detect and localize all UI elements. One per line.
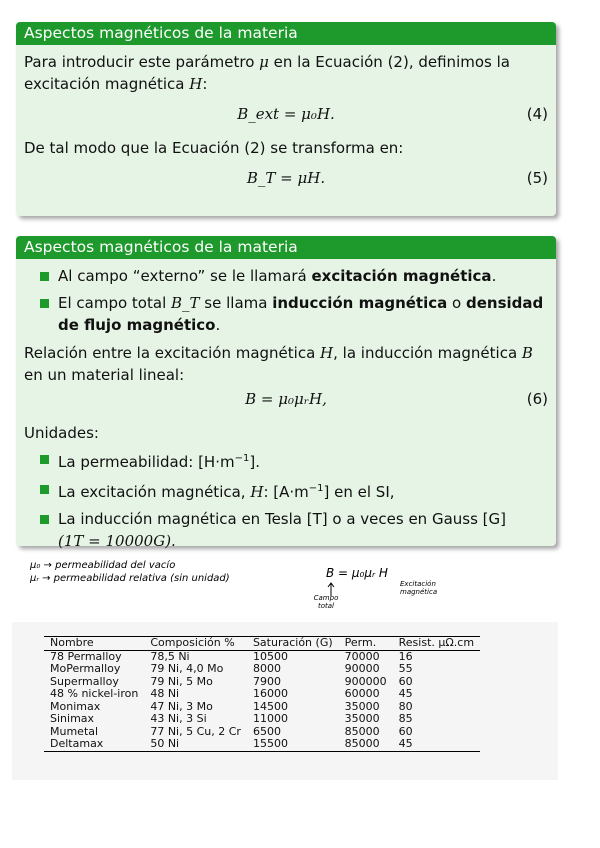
equation-5-math: B_T = μH.: [246, 169, 326, 187]
table-cell: 6500: [252, 724, 281, 738]
block-1-body: [16, 45, 556, 209]
table-cell: 900000: [344, 674, 387, 688]
superscript: −1: [308, 483, 324, 494]
table-cell: 43 Ni, 3 Si: [150, 712, 207, 725]
header-cell: Nombre: [50, 636, 94, 649]
block-2-body: [16, 259, 556, 566]
table-cell: Sinimax: [50, 712, 95, 725]
math-H: H: [250, 483, 264, 501]
text: .: [491, 267, 497, 285]
table-row: [44, 713, 480, 726]
bold-term: densidad de flujo magnético: [58, 294, 544, 334]
definitions-list: [24, 265, 548, 336]
list-item: [36, 478, 548, 503]
table-cell: 77 Ni, 5 Cu, 2 Cr: [150, 724, 241, 738]
table-cell: 55: [398, 662, 413, 675]
alloy-table-area: [12, 622, 558, 780]
header-cell: Composición %: [150, 636, 235, 649]
math-B: B: [521, 344, 533, 362]
block-1-paragraph-1: [24, 51, 548, 95]
table-row: [44, 738, 480, 751]
equation-5-number: (5): [526, 169, 548, 187]
table-cell: Supermalloy: [50, 674, 119, 688]
table-cell: 45: [398, 737, 413, 750]
handwritten-arrow-icon: [326, 582, 336, 596]
table-cell: 78,5 Ni: [150, 649, 190, 663]
table-cell: 16000: [252, 687, 288, 700]
table-cell: 85: [398, 712, 413, 725]
math-BT: B_T: [171, 294, 200, 312]
text: Para introducir este parámetro: [24, 53, 260, 71]
math-conversion: (1T = 10000G).: [58, 532, 176, 550]
equation-5: [24, 167, 548, 193]
table-cell: 85000: [344, 724, 380, 738]
table-cell: 35000: [344, 699, 380, 713]
block-2: [16, 236, 556, 550]
handwritten-formula: B = μ₀μᵣ H: [326, 566, 388, 580]
text: .: [215, 316, 221, 334]
table-cell: 11000: [252, 712, 288, 725]
table-cell: 60: [398, 724, 413, 738]
relation-paragraph: [24, 342, 548, 386]
text: :: [202, 75, 208, 93]
table-cell: 14500: [252, 699, 288, 713]
table-cell: 79 Ni, 5 Mo: [150, 674, 213, 688]
text: : [A·m: [263, 483, 309, 501]
text: en la Ecuación (2), definimos la excitación magnética: [24, 53, 510, 93]
handwritten-note-1: μ₀ → permeabilidad del vacío: [30, 560, 176, 571]
table-row: [44, 663, 480, 676]
block-1: [16, 22, 556, 216]
table-cell: Mumetal: [50, 724, 99, 738]
table-cell: Monimax: [50, 699, 101, 713]
math-H: H: [320, 344, 334, 362]
text: La inducción magnética en Tesla [T] o a veces en Gauss [G]: [58, 510, 506, 528]
equation-4-number: (4): [526, 105, 548, 123]
text: La excitación magnética,: [58, 483, 251, 501]
units-heading: Unidades:: [24, 424, 99, 442]
table-cell: 10500: [252, 649, 288, 663]
equation-4: [24, 103, 548, 129]
block-1-title: Aspectos magnéticos de la materia: [16, 22, 556, 45]
handwritten-label-campo-total: Campo total: [313, 594, 339, 610]
table-cell: 79 Ni, 4,0 Mo: [150, 662, 224, 675]
math-mu: μ: [259, 53, 269, 71]
table-cell: 50 Ni: [150, 737, 180, 750]
table-cell: 35000: [344, 712, 380, 725]
list-item: [36, 265, 548, 287]
block-2-title: Aspectos magnéticos de la materia: [16, 236, 556, 259]
table-cell: 7900: [252, 674, 281, 688]
list-item: [36, 292, 548, 336]
header-cell: Resist. μΩ.cm: [398, 636, 475, 649]
table-cell: 48 % nickel-iron: [50, 687, 139, 700]
text: ].: [249, 453, 260, 471]
list-item: [36, 448, 548, 473]
bold-term: inducción magnética: [272, 294, 448, 312]
text: ] en el SI,: [323, 483, 395, 501]
table-cell: 80: [398, 699, 413, 713]
table-cell: MoPermalloy: [50, 662, 121, 675]
block-1-paragraph-2: De tal modo que la Ecuación (2) se transforma en:: [24, 139, 404, 157]
table-cell: 60: [398, 674, 413, 688]
table-header-row: [44, 637, 480, 651]
text: o: [447, 294, 466, 312]
equation-6: [24, 388, 548, 414]
equation-6-number: (6): [526, 390, 548, 408]
text: se llama: [199, 294, 273, 312]
table-cell: 85000: [344, 737, 380, 750]
units-list: [24, 448, 548, 552]
alloy-table: [44, 636, 480, 752]
bold-term: excitación magnética: [311, 267, 492, 285]
list-item: [36, 508, 548, 552]
table-cell: 48 Ni: [150, 687, 180, 700]
text: en un material lineal:: [24, 366, 185, 384]
table-cell: 16: [398, 649, 413, 663]
handwritten-note-2: μᵣ → permeabilidad relativa (sin unidad): [30, 573, 230, 584]
superscript: −1: [234, 453, 250, 464]
table-cell: 15500: [252, 737, 288, 750]
table-cell: Deltamax: [50, 737, 104, 750]
table-cell: 45: [398, 687, 413, 700]
header-cell: Perm.: [344, 636, 377, 649]
table-cell: 8000: [252, 662, 281, 675]
header-cell: Saturación (G): [252, 636, 333, 649]
table-row: [44, 688, 480, 701]
handwritten-label-excitacion: Excitación magnética: [400, 580, 438, 596]
table-cell: 90000: [344, 662, 380, 675]
equation-6-math: B = μ₀μᵣH,: [245, 390, 327, 408]
table-cell: 70000: [344, 649, 380, 663]
table-cell: 47 Ni, 3 Mo: [150, 699, 213, 713]
text: Relación entre la excitación magnética: [24, 344, 321, 362]
math-H: H: [189, 75, 203, 93]
equation-4-math: B_ext = μ₀H.: [237, 105, 335, 123]
text: El campo total: [58, 294, 171, 312]
table-cell: 60000: [344, 687, 380, 700]
text: , la inducción magnética: [333, 344, 522, 362]
text: La permeabilidad: [H·m: [58, 453, 235, 471]
table-cell: 78 Permalloy: [50, 649, 122, 663]
text: Al campo “externo” se le llamará: [58, 267, 312, 285]
